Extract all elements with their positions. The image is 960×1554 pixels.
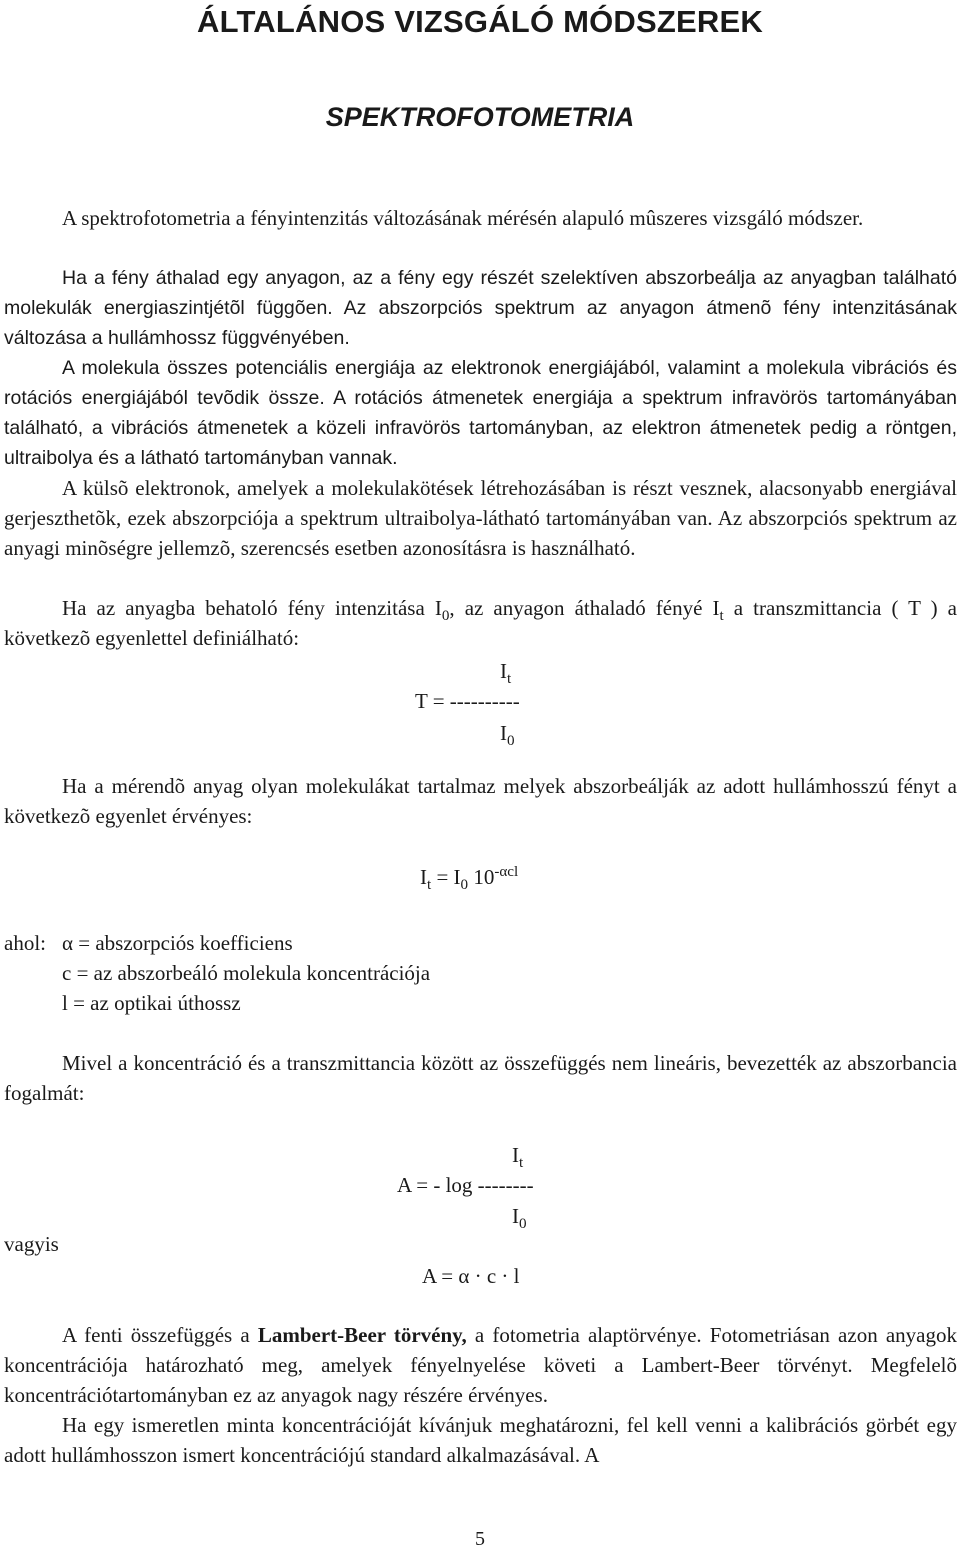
paragraph-7: Mivel a koncentráció és a transzmittancia között az összefüggés nem lineáris, bevezették az abszorbancia fogalmát: bbox=[4, 1051, 957, 1105]
section-subtitle: SPEKTROFOTOMETRIA bbox=[325, 102, 635, 132]
paragraph-3: A molekula összes potenciális energiája az elektronok energiájából, valamint a molekula vibrációs és rotációs energiájából tevõdik össze. A rotációs átmenetek energiája a spektrum infravörös tartományában található, a vibrációs átmenetek a közeli infravörös tartományban, az elektron átmenetek pedig a röntgen, ultraibolya és a látható tartományban vannak. bbox=[4, 357, 957, 469]
eq3-lhs: A = - log -------- bbox=[397, 1173, 534, 1197]
page-title: ÁLTALÁNOS VIZSGÁLÓ MÓDSZEREK bbox=[197, 4, 763, 39]
paragraph-9: Ha egy ismeretlen minta koncentrációját kívánjuk meghatározni, fel kell venni a kalibrációs görbét egy adott hullámhosszon ismert koncentrációjú standard alkalmazásával. A bbox=[4, 1413, 957, 1467]
eq1-lhs: T = ---------- bbox=[415, 689, 520, 713]
page-number: 5 bbox=[475, 1528, 485, 1550]
paragraph-4: A külsõ elektronok, amelyek a molekulakötések létrehozásában is részt vesznek, alacsonyabb energiával gerjeszthetõk, ezek abszorpciója a spektrum ultraibolya-látható tartományában van. Az abszorpciós spektrum az anyagi minõségre jellemzõ, szerencsés esetben azonosításra is használható. bbox=[4, 476, 957, 560]
def-concentration: c = az abszorbeáló molekula koncentrációja bbox=[62, 961, 431, 985]
def-alpha: α = abszorpciós koefficiens bbox=[62, 931, 293, 955]
eq3-numerator: $I_t$ bbox=[512, 1143, 524, 1172]
eq1-numerator: $I_t$ bbox=[500, 659, 512, 688]
eq3-denominator: $I_0$ bbox=[512, 1204, 527, 1233]
vagyis-label: vagyis bbox=[4, 1232, 59, 1256]
paragraph-1: A spektrofotometria a fényintenzitás változásának mérésén alapuló mûszeres vizsgáló módszer. bbox=[62, 206, 864, 230]
eq2-equation: $I_t = I_0$ $10^{-\alpha cl}$ bbox=[420, 864, 519, 894]
paragraph-2: Ha a fény áthalad egy anyagon, az a fény egy részét szelektíven abszorbeálja az anyagban található molekulák energiaszintjétõl függõen. Az abszorpciós spektrum az anyagon átmenõ fény intenzitásának változása a hullámhossz függvényében. bbox=[4, 267, 957, 349]
paragraph-6: Ha a mérendõ anyag olyan molekulákat tartalmaz melyek abszorbeálják az adott hullámhosszú fényt a következõ egyenlet érvényes: bbox=[4, 774, 957, 828]
def-path-length: l = az optikai úthossz bbox=[62, 991, 241, 1015]
paragraph-5: Ha az anyagba behatoló fény intenzitása $I_0$, az anyagon áthaladó fényé $I_t$ a transzmittancia ( T ) a következõ egyenlettel definiálható: bbox=[4, 596, 957, 650]
eq4-equation: A = α · c · l bbox=[422, 1264, 520, 1288]
paragraph-8: A fenti összefüggés a Lambert-Beer törvény, a fotometria alaptörvénye. Fotometriásan azon anyagok koncentrációja határozható meg, amelyek fényelnyelése követi a Lambert-Beer törvényt. Megfelelõ koncentrációtartományban ez az anyagok nagy részére érvényes. bbox=[4, 1323, 957, 1407]
eq1-denominator: $I_0$ bbox=[500, 721, 515, 750]
defs-lead: ahol: bbox=[4, 931, 46, 955]
